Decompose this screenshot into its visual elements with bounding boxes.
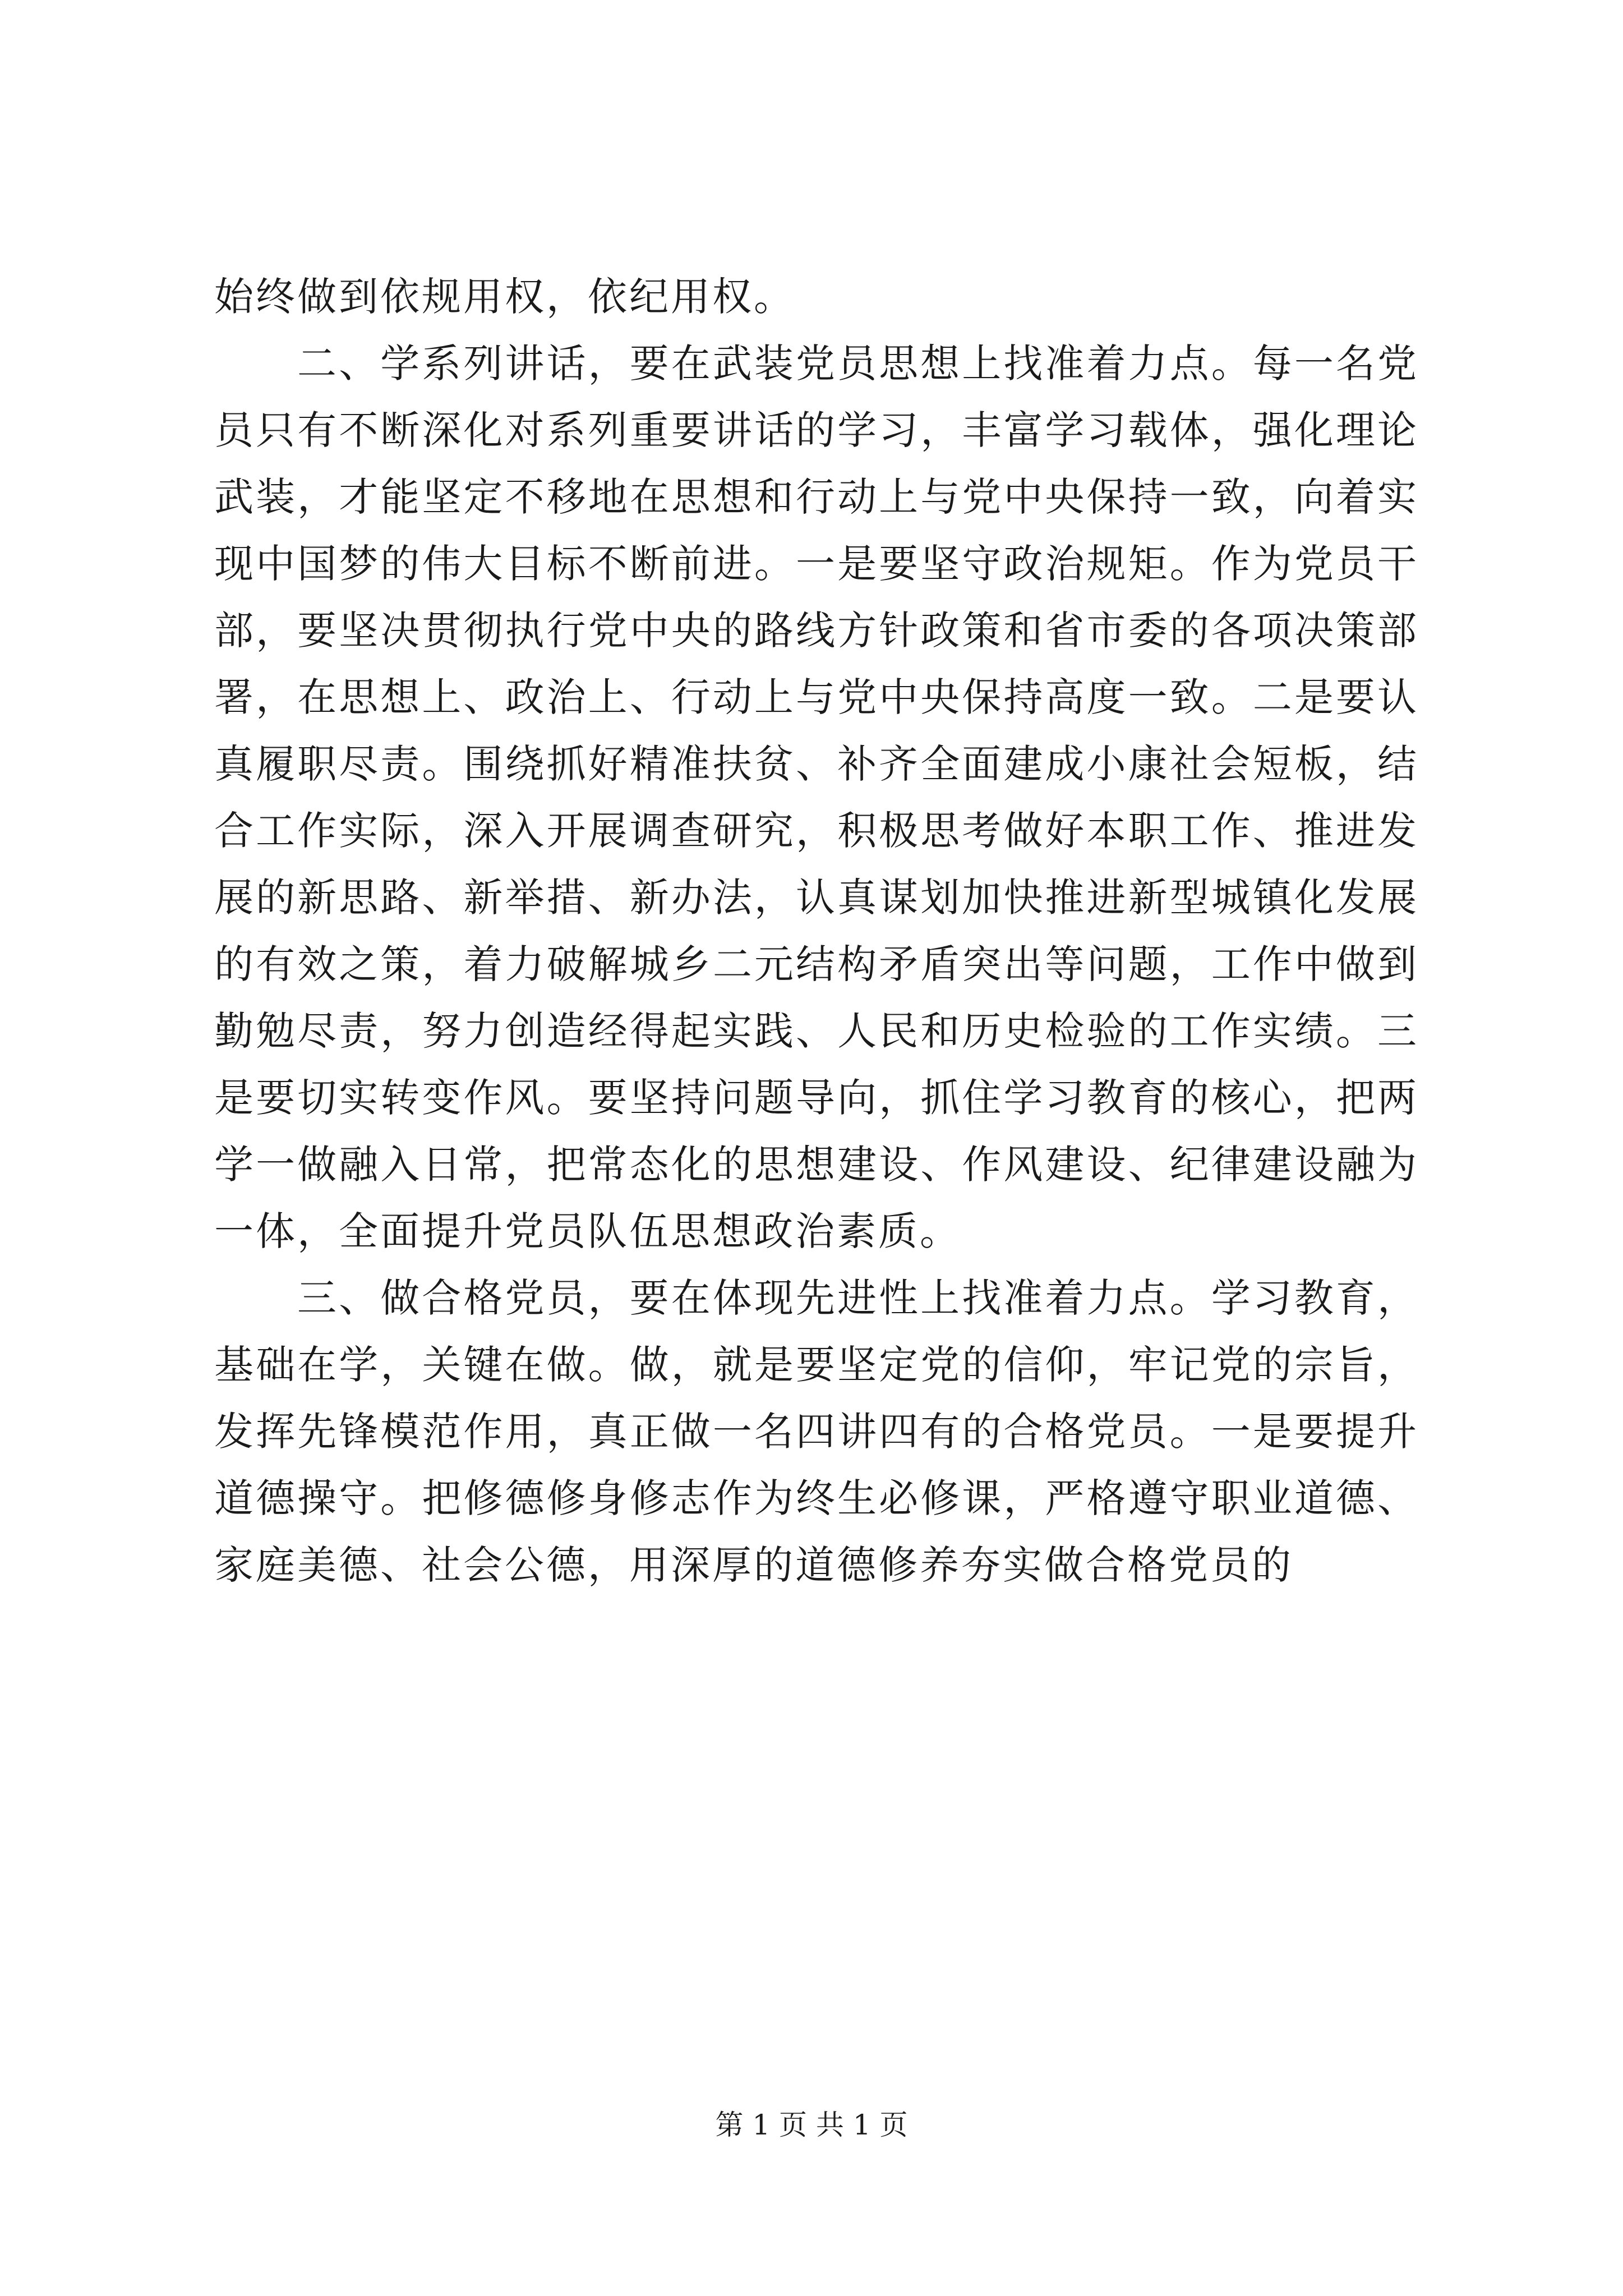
page-footer: 第 1 页 共 1 页	[715, 2109, 908, 2141]
paragraph-section-three: 三、做合格党员，要在体现先进性上找准着力点。学习教育，基础在学，关键在做。做，就是要坚定党的信仰，牢记党的宗旨，发挥先锋模范作用，真正做一名四讲四有的合格党员。一是要提升道德操守。把修德修身修志作为终生必修课，严格遵守职业道德、家庭美德、社会公德，用深厚的道德修养夯实做合格党员的	[214, 1275, 1419, 1588]
paragraph-continuation: 始终做到依规用权，依纪用权。	[214, 274, 795, 320]
paragraph-section-two: 二、学系列讲话，要在武装党员思想上找准着力点。每一名党员只有不断深化对系列重要讲话的学习，丰富学习载体，强化理论武装，才能坚定不移地在思想和行动上与党中央保持一致，向着实现中国梦的伟大目标不断前进。一是要坚守政治规矩。作为党员干部，要坚决贯彻执行党中央的路线方针政策和省市委的各项决策部署，在思想上、政治上、行动上与党中央保持高度一致。二是要认真履职尽责。围绕抓好精准扶贫、补齐全面建成小康社会短板，结合工作实际，深入开展调查研究，积极思考做好本职工作、推进发展的新思路、新举措、新办法，认真谋划加快推进新型城镇化发展的有效之策，着力破解城乡二元结构矛盾突出等问题，工作中做到勤勉尽责，努力创造经得起实践、人民和历史检验的工作实绩。三是要切实转变作风。要坚持问题导向，抓住学习教育的核心，把两学一做融入日常，把常态化的思想建设、作风建设、纪律建设融为一体，全面提升党员队伍思想政治素质。	[214, 341, 1419, 1254]
document-body	[214, 264, 1419, 1599]
